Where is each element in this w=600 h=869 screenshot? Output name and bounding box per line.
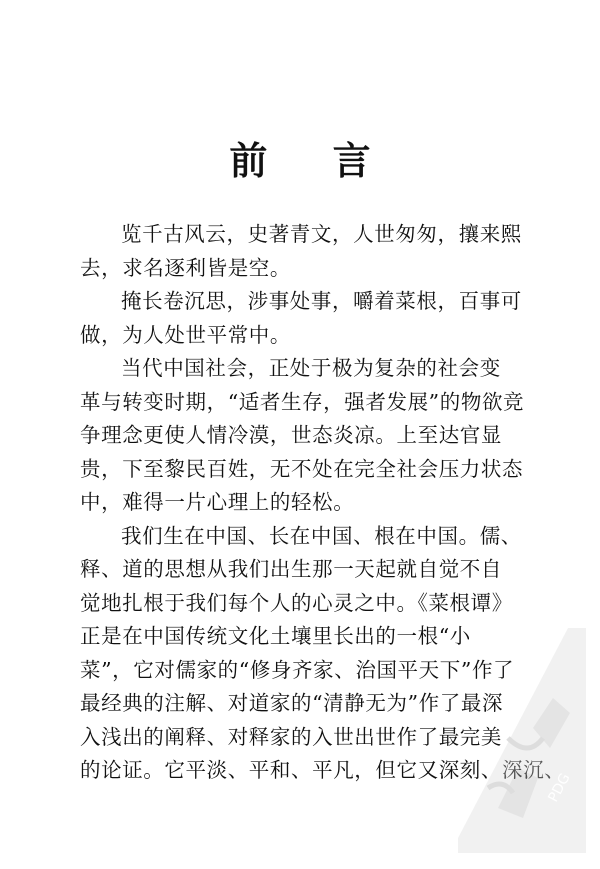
text-line: 我们生在中国、长在中国、根在中国。儒、 bbox=[121, 523, 522, 548]
text-line: 中，难得一片心理上的轻松。 bbox=[80, 490, 355, 514]
watermark-label: PDG bbox=[545, 770, 574, 805]
text-line: 掩长卷沉思，涉事处事，嚼着菜根，百事可 bbox=[121, 289, 522, 313]
text-line: 贵，下至黎民百姓，无不处在完全社会压力状态 bbox=[80, 456, 524, 481]
text-line: 争理念更使人情冷漠，世态炎凉。上至达官显 bbox=[80, 423, 502, 447]
text-line: 览千古风云，史著青文，人世匆匆，攘来熙 bbox=[121, 222, 522, 246]
text-line: 菜”，它对儒家的“修身齐家、治国平天下”作了 bbox=[80, 657, 515, 682]
text-line: 革与转变时期，“适者生存，强者发展”的物欲竞 bbox=[80, 389, 525, 414]
text-line: 释、道的思想从我们出生那一天起就自觉不自 bbox=[80, 557, 502, 581]
text-line: 最经典的注解、对道家的“清静无为”作了最深 bbox=[80, 691, 504, 715]
text-line: 做，为人处世平常中。 bbox=[80, 322, 291, 347]
text-line: 去，求名逐利皆是空。 bbox=[80, 255, 291, 280]
text-line: 当代中国社会，正处于极为复杂的社会变 bbox=[121, 356, 501, 380]
text-line: 正是在中国传统文化土壤里长出的一根“小 bbox=[80, 624, 471, 648]
page-title: 前 言 bbox=[229, 139, 397, 183]
text-line: 觉地扎根于我们每个人的心灵之中。《菜根谭》 bbox=[80, 590, 513, 615]
text-line: 的论证。它平淡、平和、平凡，但它又深刻、深沉、 bbox=[80, 758, 566, 782]
text-line: 入浅出的阐释、对释家的入世出世作了最完美 bbox=[80, 724, 502, 749]
watermark-stamp bbox=[438, 608, 588, 858]
